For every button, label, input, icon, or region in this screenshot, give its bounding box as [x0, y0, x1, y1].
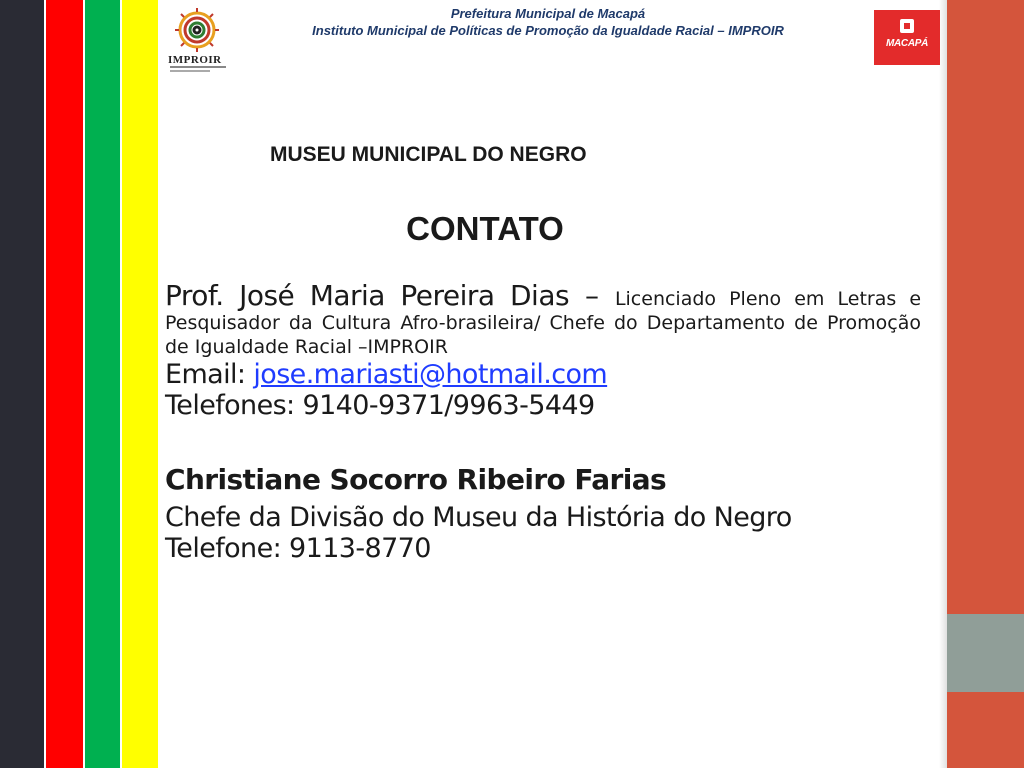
contact2-phone: Telefone: 9113-8770: [165, 533, 431, 564]
contact-title: CONTATO: [406, 210, 564, 247]
improir-logo-text: IMPROIR: [168, 54, 222, 66]
contact-content: [165, 279, 922, 564]
macapa-crest-icon: [900, 19, 914, 33]
right-panel-gray: [947, 614, 1024, 692]
logo-caption-line: [170, 70, 210, 72]
contact1-dash: –: [569, 279, 615, 312]
contact1-paragraph: [165, 279, 922, 359]
email-label: Email:: [165, 359, 254, 390]
stripe-green: [85, 0, 120, 768]
contact1-name: Prof. José Maria Pereira Dias: [165, 279, 570, 312]
contact2-role: Chefe da Divisão do Museu da História do Negro: [165, 502, 792, 533]
stripe-black: [0, 0, 44, 768]
contact1-description: Licenciado Pleno em Letras e Pesquisador da Cultura Afro-brasileira/ Chefe do Departamento de Promoção de Igualdade Racial –IMPROIR: [165, 288, 922, 358]
panel-shadow: [939, 0, 947, 768]
stripe-red: [46, 0, 83, 768]
spiral-sun-icon: [166, 6, 228, 54]
email-link[interactable]: jose.mariasti@hotmail.com: [253, 359, 608, 390]
contact1-email-line: [165, 359, 921, 390]
contact2-name: Christiane Socorro Ribeiro Farias: [165, 463, 667, 496]
header: [228, 5, 868, 39]
museum-title: MUSEU MUNICIPAL DO NEGRO: [270, 143, 587, 166]
header-line-1: Prefeitura Municipal de Macapá: [450, 6, 646, 21]
logo-caption-line: [170, 66, 226, 68]
stripe-yellow: [122, 0, 158, 768]
right-panel-red-bottom: [947, 692, 1024, 768]
macapa-logo-text: MACAPÁ: [885, 38, 929, 49]
improir-logo: [166, 6, 228, 74]
header-line-2: Instituto Municipal de Políticas de Promoção da Igualdade Racial – IMPROIR: [312, 23, 784, 38]
contact1-phones: Telefones: 9140-9371/9963-5449: [165, 390, 595, 421]
macapa-logo: [874, 10, 940, 65]
right-panel: [947, 0, 1024, 768]
right-panel-red: [947, 0, 1024, 614]
